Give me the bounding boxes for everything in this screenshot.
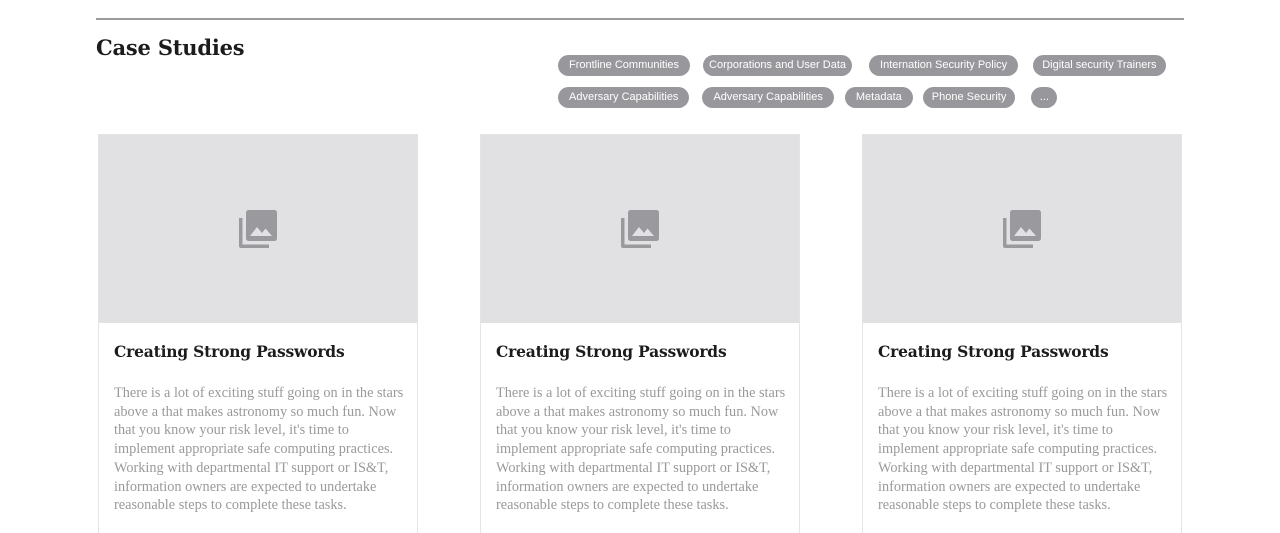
tag-adversary-capabilities[interactable]: Adversary Capabilities — [558, 87, 689, 108]
card-description: There is a lot of exciting stuff going on in the stars above a that makes astronomy so much fun. Now that you know your risk level, it's time to implement appropriate safe computing practices. Working with departmental IT support or IS&T, information owners are expected to undertake reasonable steps to complete these tasks. — [496, 385, 786, 514]
case-study-card[interactable] — [480, 134, 800, 533]
top-divider — [96, 18, 1184, 20]
tag-digital-security-trainers[interactable]: Digital security Trainers — [1033, 55, 1165, 76]
tag-adversary-capabilities-2[interactable]: Adversary Capabilities — [702, 87, 833, 108]
tag-corporations-user-data[interactable]: Corporations and User Data — [703, 55, 852, 76]
card-image-placeholder — [99, 135, 417, 323]
more-tags-button[interactable]: ... — [1031, 87, 1057, 108]
tag-filter-list — [558, 54, 1178, 118]
card-description: There is a lot of exciting stuff going on in the stars above a that makes astronomy so much fun. Now that you know your risk level, it's time to implement appropriate safe computing practices. Working with departmental IT support or IS&T, information owners are expected to undertake reasonable steps to complete these tasks. — [878, 385, 1168, 514]
tag-metadata[interactable]: Metadata — [845, 87, 913, 108]
tag-row-1 — [558, 54, 1178, 76]
tag-phone-security[interactable]: Phone Security — [923, 87, 1016, 108]
card-description: There is a lot of exciting stuff going on in the stars above a that makes astronomy so much fun. Now that you know your risk level, it's time to implement appropriate safe computing practices. Working with departmental IT support or IS&T, information owners are expected to undertake reasonable steps to complete these tasks. — [114, 385, 404, 514]
section-title: Case Studies — [96, 35, 245, 60]
case-study-card[interactable] — [862, 134, 1182, 533]
tag-row-2 — [558, 86, 1178, 108]
image-gallery-icon — [1002, 209, 1042, 249]
image-gallery-icon — [238, 209, 278, 249]
card-title: Creating Strong Passwords — [496, 342, 727, 361]
tag-frontline-communities[interactable]: Frontline Communities — [558, 55, 690, 76]
card-title: Creating Strong Passwords — [114, 342, 345, 361]
tag-internation-security-policy[interactable]: Internation Security Policy — [869, 55, 1018, 76]
image-gallery-icon — [620, 209, 660, 249]
card-title: Creating Strong Passwords — [878, 342, 1109, 361]
case-study-card[interactable] — [98, 134, 418, 533]
card-image-placeholder — [481, 135, 799, 323]
card-image-placeholder — [863, 135, 1181, 323]
